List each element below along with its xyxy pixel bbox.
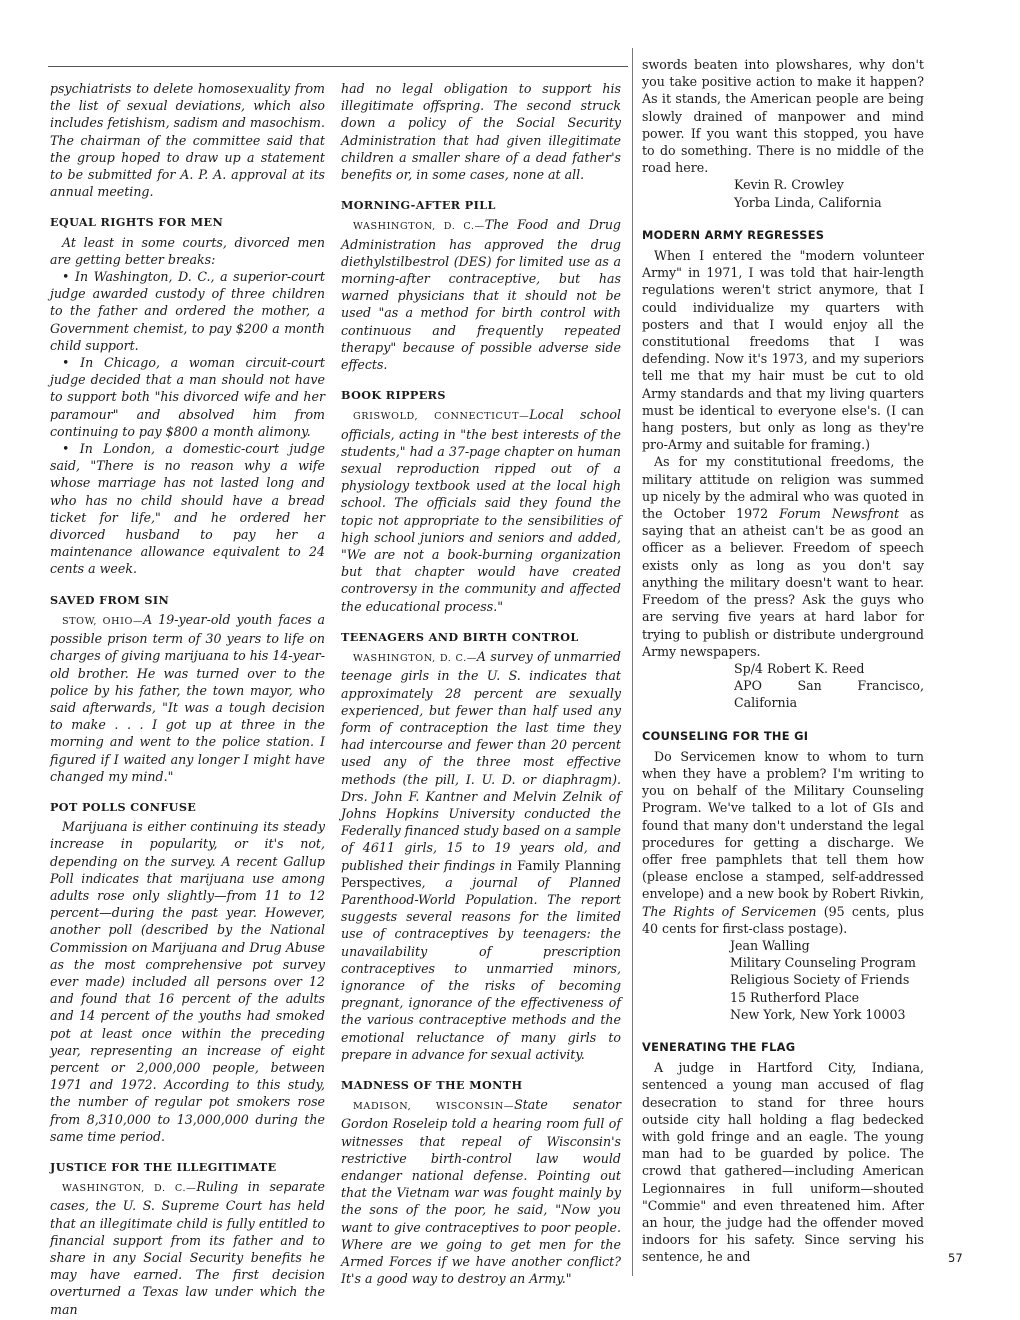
dateline: WASHINGTON, D. C.—	[62, 1183, 197, 1195]
col2-intro: had no legal obligation to support his illegitimate offspring. The second struck down a policy of the Social Security Administration that had given illegitimate children a smaller share of a dead father's benefits or, in some cases, none at all.	[341, 81, 621, 183]
signature-org: Military Counseling Program	[730, 955, 916, 971]
col3-intro: swords beaten into plowshares, why don't you take positive action to make it happen? As it stands, the American people are being slowly drained of manpower and mind power. If you want this stopped, you have to do something. There is no middle of the road here.	[642, 57, 924, 176]
flag-heading: VENERATING THE FLAG	[642, 1039, 796, 1054]
equal-rights-p1: At least in some courts, divorced men are getting better breaks:	[50, 234, 325, 267]
col1-intro: psychiatrists to delete homosexuality from the list of sexual deviations, which also includes fetishism, sadism and masochism. The chairman of the committee said that the group hoped to draw up a statement to be submitted for A. P. A. approval at its annual meeting.	[50, 81, 325, 200]
page-number: 57	[948, 1251, 963, 1265]
book-rippers-body: GRISWOLD, CONNECTICUT—Local school officials, acting in "the best interests of the students," had a 37-page chapter on human sexual reproduction ripped out of a physiology textbook used at the local high school. The officials said they found the topic not appropriate to the sensibilities of high school juniors and seniors and added, "We are not a book-burning organization but that chapter would have created controversy in the community and affected the educational process."	[341, 407, 621, 614]
dateline: WASHINGTON, D. C.—	[353, 653, 477, 665]
dateline: STOW, OHIO—	[62, 615, 144, 627]
journal-title: Family Planning Perspectives	[341, 857, 621, 890]
equal-rights-p3: • In Chicago, a woman circuit-court judge decided that a man should not have to support both "his divorced wife and her paramour" and absolved him from continuing to pay $800 a month alimony.	[50, 355, 325, 439]
column-3	[642, 56, 924, 1266]
column-divider	[632, 48, 633, 1276]
column-1	[50, 80, 325, 1318]
counseling-p1: Do Servicemen know to whom to turn when they have a problem? I'm writing to you on behalf of the Military Counseling Program. We've talked to a lot of GIs and found that many don't understand the legal procedures for getting a discharge. We offer free pamphlets that tell them how (please enclose a stamped, self-addressed envelope) and a new book by Robert Rivkin, The Rights of Servicemen (95 cents, plus 40 cents for first-class postage).	[642, 748, 924, 936]
counseling-heading: COUNSELING FOR THE GI	[642, 728, 809, 743]
signature-org: Religious Society of Friends	[730, 972, 910, 988]
book-title: The Rights of Servicemen	[642, 903, 817, 919]
signature-place: APO San Francisco, California	[734, 678, 924, 711]
publication-title: Forum Newsfront	[779, 506, 900, 522]
top-rule	[48, 66, 628, 67]
pot-polls-body: Marijuana is either continuing its steady increase in popularity, or it's not, depending on the survey. A recent Gallup Poll indicates that marijuana use among adults rose only slightly—from 11 to 12 percent—during the past year. However, another poll (described by the National Commission on Marijuana and Drug Abuse as the most comprehensive pot survey ever made) included all persons over 12 and found that 16 percent of the adults and 14 percent of the youths had smoked pot at least once within the preceding year, representing an increase of eight percent or 2,000,000 people, between 1971 and 1972. According to this study, the number of regular pot smokers rose from 8,310,000 to 13,000,000 during the same time period.	[50, 819, 325, 1144]
signature-name: Jean Walling	[730, 937, 810, 953]
signature-place: New York, New York 10003	[730, 1006, 906, 1022]
signature-place: Yorba Linda, California	[734, 194, 882, 210]
book-rippers-heading: BOOK RIPPERS	[341, 388, 446, 403]
morning-after-heading: MORNING-AFTER PILL	[341, 198, 496, 213]
flag-p1: A judge in Hartford City, Indiana, sentenced a young man accused of flag desecration to stand for three hours outside city hall holding a flag bedecked with gold fringe and an eagle. The young man had to be guarded by police. The crowd that gathered—including American Legionnaires in full uniform—shouted "Commie" and even threatened him. After an hour, the judge had the offender moved indoors for his safety. Since serving his sentence, he and	[642, 1060, 924, 1265]
dateline: MADISON, WISCONSIN—	[353, 1101, 515, 1113]
teenagers-body: WASHINGTON, D. C.—A survey of unmarried teenage girls in the U. S. indicates that approximately 28 percent are sexually experienced, but fewer than half used any form of contraception the last time they had intercourse and fewer than 20 percent used any of the three most effective methods (the pill, I. U. D. or diaphragm). Drs. John F. Kantner and Melvin Zelnik of Johns Hopkins University conducted the Federally financed study based on a sample of 4611 girls, 15 to 19 years old, and published their findings in Family Planning Perspectives, a journal of Planned Parenthood-World Population. The report suggests several reasons for the limited use of contraceptives by teenagers: the unavailability of prescription contraceptives to unmarried minors, ignorance of the risks of becoming pregnant, ignorance of the effectiveness of the various contraceptive methods and the emotional reluctance of many girls to prepare in advance for sexual activity.	[341, 649, 621, 1062]
madness-heading: MADNESS OF THE MONTH	[341, 1077, 523, 1092]
justice-heading: JUSTICE FOR THE ILLEGITIMATE	[50, 1159, 277, 1174]
signature-name: Sp/4 Robert K. Reed	[734, 660, 865, 676]
equal-rights-heading: EQUAL RIGHTS FOR MEN	[50, 215, 224, 230]
modern-army-p2: As for my constitutional freedoms, the military attitude on religion was summed up nicely by the admiral who was quoted in the October 1972 Forum Newsfront as saying that an atheist can't be as good an officer as a believer. Freedom of speech exists only as long as you don't say anything the military doesn't want to hear. Freedom of the press? Ask the guys who are serving five years at hard labor for trying to publish or distribute underground Army newspapers.	[642, 454, 924, 659]
modern-army-heading: MODERN ARMY REGRESSES	[642, 227, 825, 242]
saved-from-sin-body: STOW, OHIO—A 19-year-old youth faces a possible prison term of 30 years to life on charges of giving marijuana to his 14-year-old brother. He was turned over to the police by his father, the town mayor, who said afterwards, "It was a tough decision to make . . . I got up at three in the morning and went to the police station. I figured if I waited any longer I might have changed my mind."	[50, 611, 325, 784]
equal-rights-p2: • In Washington, D. C., a superior-court judge awarded custody of three children to the father and ordered the mother, a Government chemist, to pay $200 a month child support.	[50, 269, 325, 353]
modern-army-p1: When I entered the "modern volunteer Army" in 1971, I was told that hair-length regulations weren't strict anymore, that I could individualize my quarters with posters and that I would enjoy all the constitutional freedoms that I was defending. Now it's 1973, and my superiors tell me that my hair must be cut to old Army standards and that my living quarters must be identical to everyone else's. (I can hang posters, but only as long as they're pro-Army and suitable for framing.)	[642, 248, 924, 453]
morning-after-body: WASHINGTON, D. C.—The Food and Drug Administration has approved the drug diethylstilbestrol (DES) for limited use as a morning-after contraceptive, but has warned physicians that it should not be used "as a method for birth control with continuous and frequently repeated therapy" because of possible adverse side effects.	[341, 217, 621, 373]
signature-name: Kevin R. Crowley	[734, 177, 844, 193]
justice-body: WASHINGTON, D. C.—Ruling in separate cases, the U. S. Supreme Court has held that an illegitimate child is fully entitled to financial support from its father and to share in any Social Security benefits he may have earned. The first decision overturned a Texas law under which the man	[50, 1179, 325, 1317]
column-2	[341, 80, 621, 1287]
dateline: GRISWOLD, CONNECTICUT—	[353, 411, 530, 423]
pot-polls-heading: POT POLLS CONFUSE	[50, 799, 197, 814]
teenagers-heading: TEENAGERS AND BIRTH CONTROL	[341, 629, 579, 644]
signature-address: 15 Rutherford Place	[730, 989, 860, 1005]
dateline: WASHINGTON, D. C.—	[353, 221, 485, 233]
saved-from-sin-heading: SAVED FROM SIN	[50, 592, 170, 607]
equal-rights-p4: • In London, a domestic-court judge said, "There is no reason why a wife whose marriage has not lasted long and who has no child should have a bread ticket for life," and he ordered her divorced husband to pay her a maintenance allowance equivalent to 24 cents a week.	[50, 441, 325, 577]
madness-body: MADISON, WISCONSIN—State senator Gordon Roseleip told a hearing room full of witnesses that repeal of Wisconsin's restrictive birth-control law would endanger national defense. Pointing out that the Vietnam war was fought mainly by the sons of the poor, he said, "Now you want to give contraceptives to poor people. Where are we going to get men for the Armed Forces if we have another conflict? It's a good way to destroy an Army."	[341, 1097, 621, 1287]
